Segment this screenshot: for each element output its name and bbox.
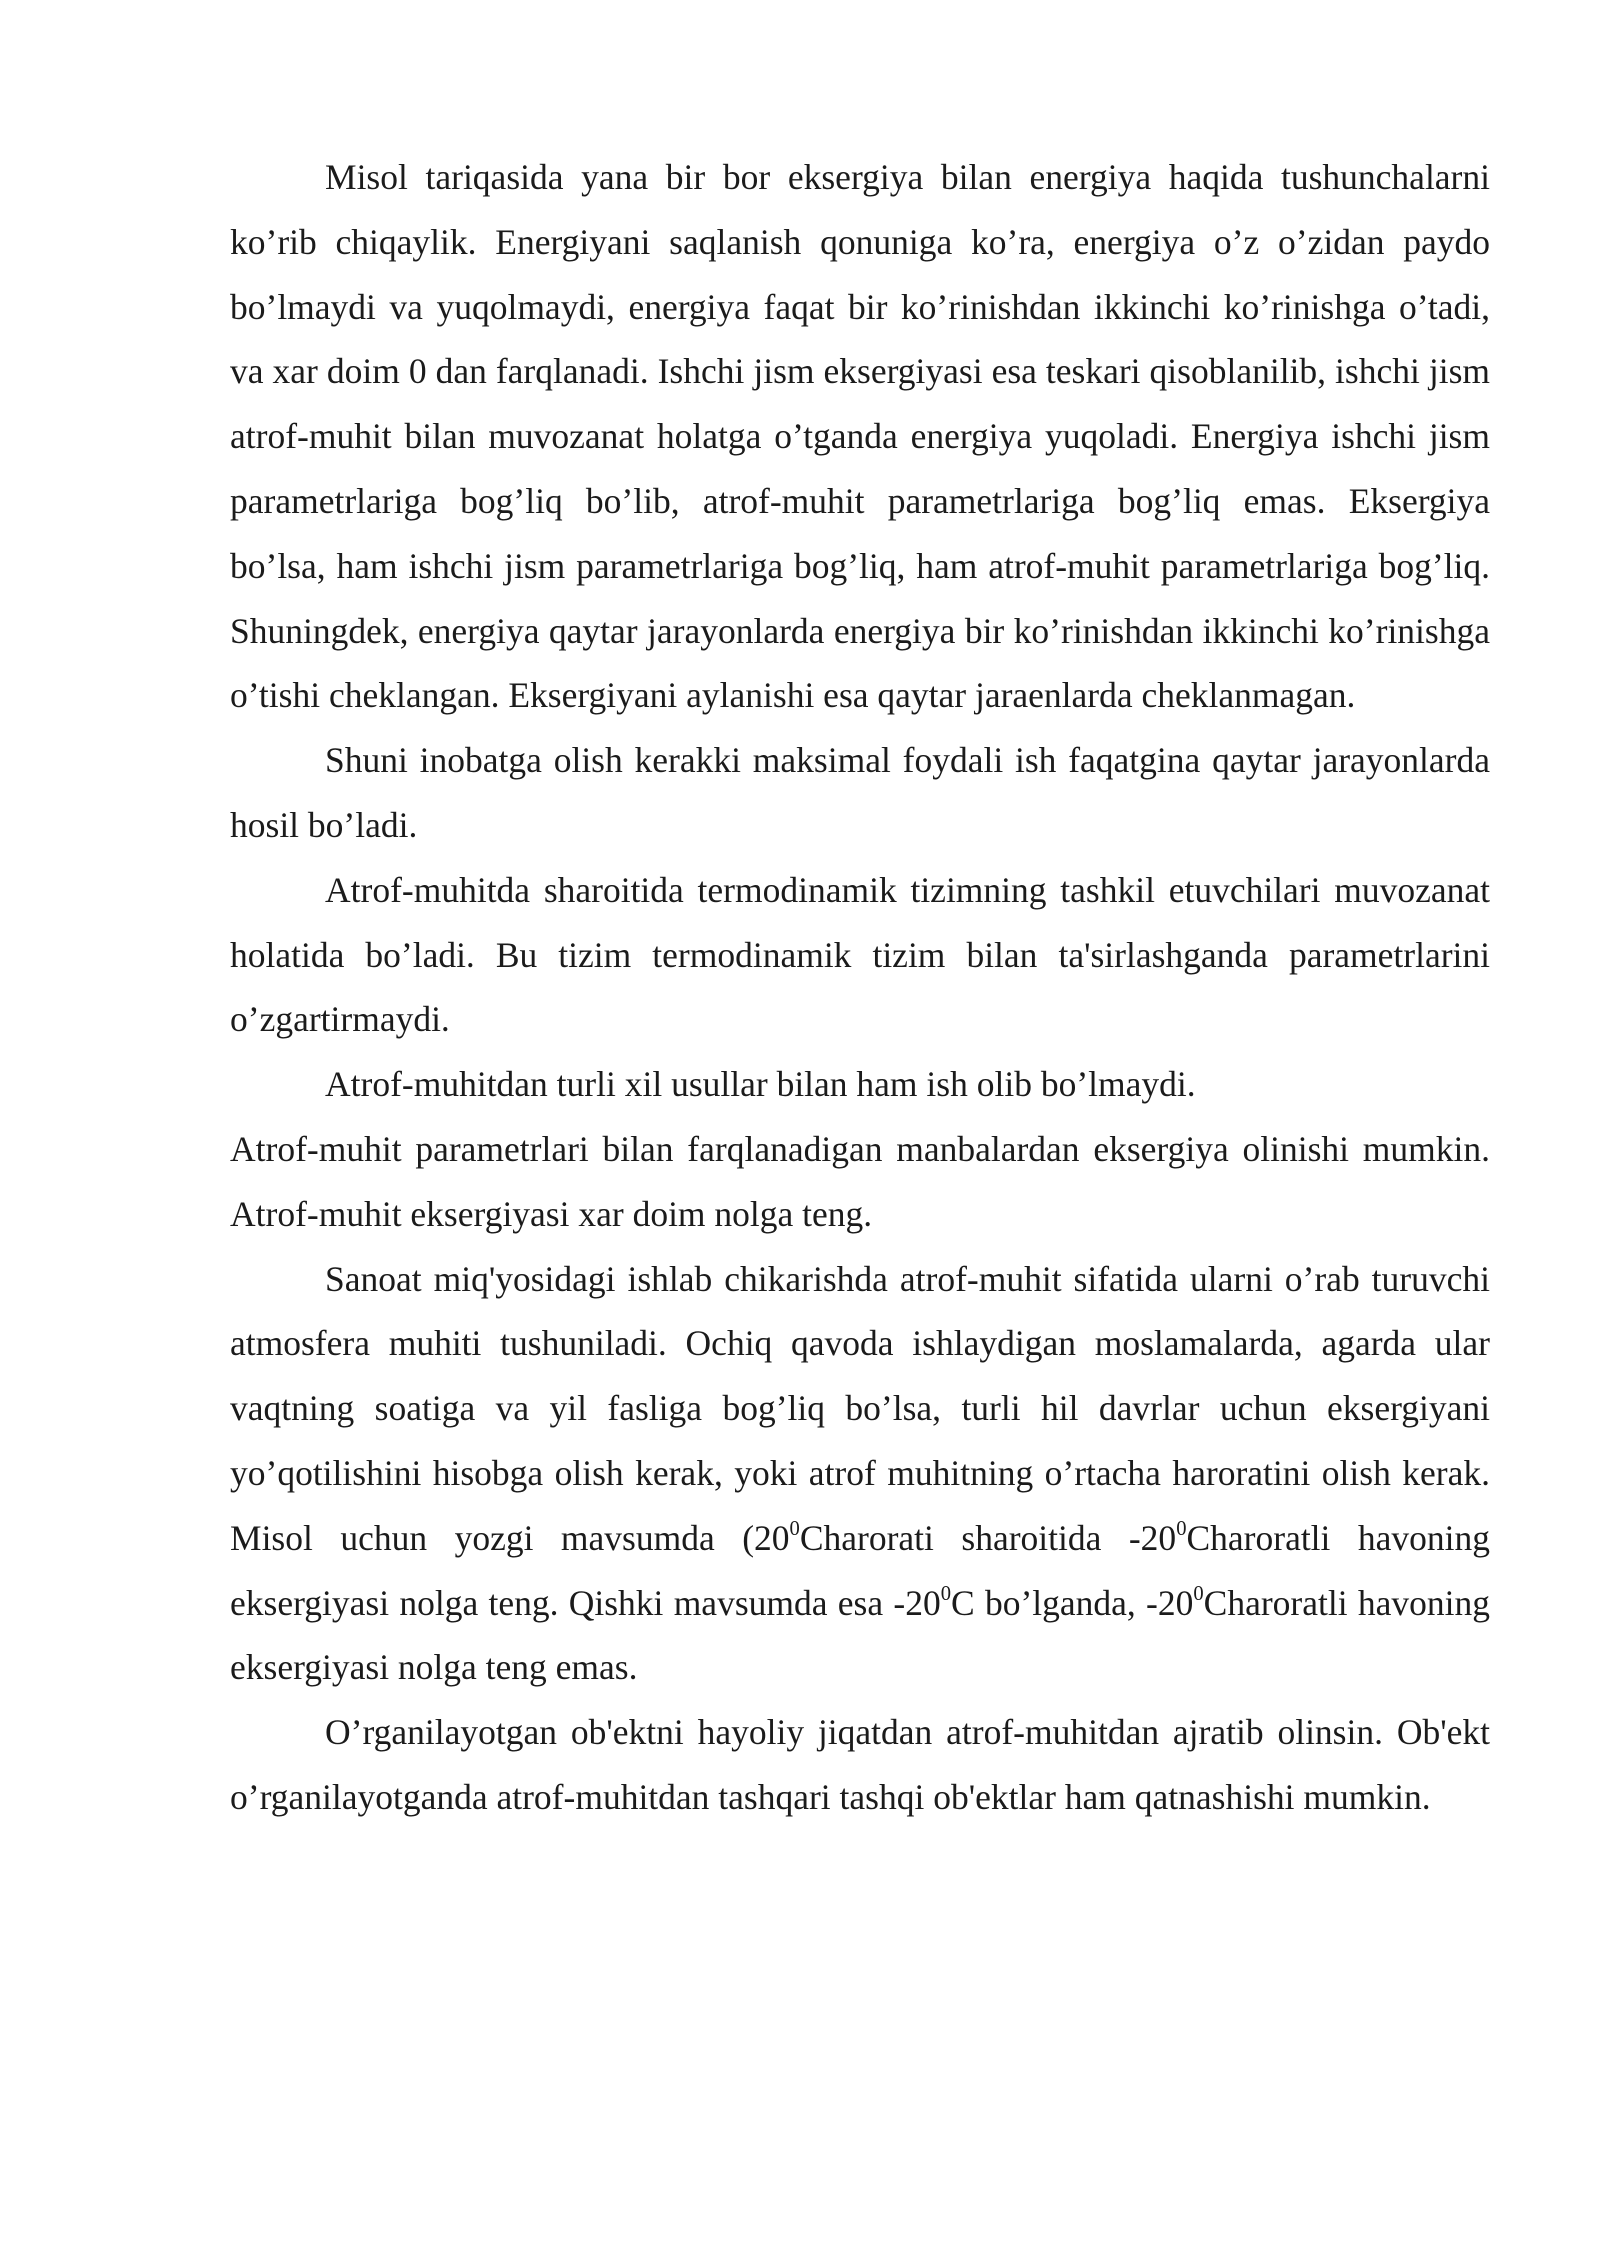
paragraph-7: O’rganilayotgan ob'ektni hayoliy jiqatdan atrof-muhitdan ajratib olinsin. Ob'ekt o’rganilayotganda atrof-muhitdan tashqari tashqi ob'ektlar ham qatnashishi mumkin. [230, 1712, 1490, 1817]
degree-superscript-2: 0 [1176, 1517, 1187, 1540]
degree-superscript-4: 0 [1193, 1582, 1204, 1605]
paragraph-5: Atrof-muhit parametrlari bilan farqlanadigan manbalardan eksergiya olinishi mumkin. Atrof-muhit eksergiyasi xar doim nolga teng. [230, 1128, 1490, 1234]
paragraph-4: Atrof-muhitdan turli xil usullar bilan ham ish olib bo’lmaydi. [325, 1064, 1196, 1105]
paragraph-3: Atrof-muhitda sharoitida termodinamik tizimning tashkil etuvchilari muvozanat holatida bo’ladi. Bu tizim termodinamik tizim bilan ta'sirlashganda parametrlarini o’zgartirmaydi. [230, 869, 1490, 1040]
paragraph-6-text-2: Charorati sharoitida -20 [799, 1517, 1177, 1558]
paragraph-1: Misol tariqasida yana bir bor eksergiya bilan energiya haqida tushunchalarni ko’rib chiqaylik. Energiyani saqlanish qonuniga ko’ra, energiya o’z o’zidan paydo bo’lmaydi va yuqolmaydi, energiya faqat bir ko’rinishdan ikkinchi ko’rinishga o’tadi, va xar doim 0 dan farqlanadi. Ishchi jism eksergiyasi esa teskari qisoblanilib, ishchi jism atrof-muhit bilan muvozanat holatga o’tganda energiya yuqoladi. Energiya ishchi jism parametrlariga bog’liq bo’lib, atrof-muhit parametrlariga bog’liq emas. Eksergiya bo’lsa, ham ishchi jism parametrlariga bog’liq, ham atrof-muhit parametrlariga bog’liq. Shuningdek, energiya qaytar jarayonlarda energiya bir ko’rinishdan ikkinchi ko’rinishga o’tishi cheklangan. Eksergiyani aylanishi esa qaytar jaraenlarda cheklanmagan. [230, 157, 1490, 716]
degree-superscript-3: 0 [940, 1582, 951, 1605]
paragraph-6-text-4: C bo’lganda, -20 [951, 1582, 1194, 1623]
paragraph-6-text-1: Sanoat miq'yosidagi ishlab chikarishda atrof-muhit sifatida ularni o’rab turuvchi atmosfera muhiti tushuniladi. Ochiq qavoda ishlaydigan moslamalarda, agarda ular vaqtning soatiga va yil fasliga bog’liq bo’lsa, turli hil davrlar uchun eksergiyani yo’qotilishini hisobga olish kerak, yoki atrof muhitning o’rtacha haroratini olish kerak. Misol uchun yozgi mavsumda (20 [230, 1258, 1490, 1558]
paragraph-6-text-3: Charoratli havoning eksergiyasi nolga teng. Qishki mavsumda esa -20 [230, 1517, 1491, 1623]
degree-superscript-1: 0 [789, 1517, 800, 1540]
paragraph-2: Shuni inobatga olish kerakki maksimal foydali ish faqatgina qaytar jarayonlarda hosil bo’ladi. [230, 740, 1490, 845]
document-body [230, 145, 1490, 1830]
paragraph-6-text-5: Charoratli havoning eksergiyasi nolga teng emas. [230, 1582, 1490, 1688]
paragraph-6 [230, 1247, 1490, 1701]
